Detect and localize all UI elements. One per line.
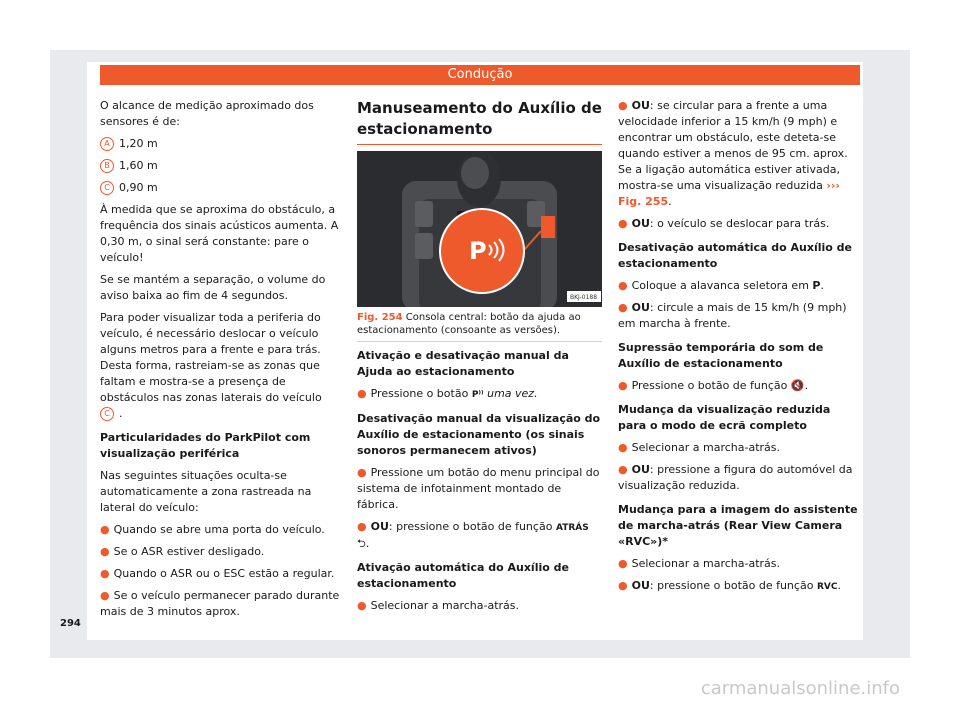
list-item — [357, 598, 602, 614]
list-item — [618, 300, 858, 332]
label-b-icon: B — [100, 159, 114, 173]
park-button-icon: P — [469, 237, 487, 265]
list-item: ● OU: pressione o botão de função ATRÁS ⮌. — [357, 520, 589, 550]
figure-code: BKJ-0188 — [570, 294, 598, 301]
mute-speaker-icon: 🔇 — [790, 379, 805, 392]
paragraph-1: À medida que se aproxima do obstáculo, a frequência dos sinais acústicos aumenta. A 0,30 m, o sinal será constante: pare o veículo! — [100, 203, 339, 264]
figure-label: Fig. 254 — [357, 312, 403, 323]
heading-auto-activation: Ativação automática do Auxílio de estacionamento — [357, 561, 569, 590]
bullet-icon: ● — [100, 567, 110, 580]
list-item-text: Selecionar a marcha-atrás. — [370, 599, 519, 612]
or-label: OU — [631, 301, 650, 314]
list-item — [100, 566, 340, 582]
list-item: ● OU: se circular para a frente a uma velocidade inferior a 15 km/h (9 mph) e encontrar um obstáculo, este deteta-se quando estiver a menos de 95 cm. aprox. Se a ligação automática estiver ativada, mostra-se uma visualização reduzida ››› Fig. 255. — [618, 99, 848, 208]
console-illustration — [357, 151, 602, 307]
section-header: Condução — [100, 65, 860, 85]
list-item — [618, 462, 858, 494]
park-sensor-icon: P⁾⁾ — [471, 390, 484, 400]
list-item-text: : circule a mais de 15 km/h (9 mph) em marcha à frente. — [618, 301, 847, 330]
heading-rvc: Mudança para a imagem do assistente de marcha-atrás (Rear View Camera «RVC»)* — [618, 503, 858, 548]
list-item-text: Quando o ASR ou o ESC estão a regular. — [113, 567, 335, 580]
page-number: 294 — [60, 618, 81, 629]
list-item-text: Selecionar a marcha-atrás. — [631, 557, 780, 570]
back-arrow-icon: ⮌ — [357, 537, 366, 550]
heading-fullscreen: Mudança da visualização reduzida para o modo de ecrã completo — [618, 403, 831, 432]
list-item — [618, 440, 858, 456]
label-a-icon: A — [100, 137, 114, 151]
list-item: ● OU: pressione o botão de função RVC. — [618, 579, 841, 592]
list-item-text: : pressione o botão de função — [388, 520, 553, 533]
list-item — [100, 544, 340, 560]
list-item-text: Quando se abre uma porta do veículo. — [113, 523, 325, 536]
distance-a — [100, 136, 340, 152]
list-item — [618, 556, 858, 572]
distance-b-value: 1,60 m — [119, 159, 158, 172]
bullet-icon: ● — [618, 217, 628, 230]
heading-auto-deactivation: Desativação automática do Auxílio de estacionamento — [618, 241, 853, 270]
paragraph-3-text: Para poder visualizar toda a periferia do veículo, é necessário deslocar o veículo alguns metros para a frente e para trás. Desta forma, rastreiam-se as zonas que faltam e mostra-se a presença de obstáculos nas zonas laterais do veículo — [100, 311, 322, 404]
paragraph-2: Se se mantém a separação, o volume do aviso baixa ao fim de 4 segundos. — [100, 273, 326, 302]
list-item-text: Se o ASR estiver desligado. — [113, 545, 265, 558]
list-item — [357, 465, 602, 513]
list-item-text: : o veículo se deslocar para trás. — [649, 217, 830, 230]
distance-a-value: 1,20 m — [119, 137, 158, 150]
list-item-text: Pressione um botão do menu principal do sistema de infotainment montado de fábrica. — [357, 466, 600, 511]
paragraph-4: Nas seguintes situações oculta-se automaticamente a zona rastreada na lateral do veículo: — [100, 469, 312, 514]
list-item-text: Coloque a alavanca seletora em — [631, 279, 809, 292]
column-3 — [618, 98, 858, 601]
figure-caption-text: Consola central: botão da ajuda ao estacionamento (consoante as versões). — [357, 312, 581, 336]
bullet-icon: ● — [618, 301, 628, 314]
selector-key: P — [812, 279, 821, 292]
list-item-text: uma vez. — [487, 387, 538, 400]
bullet-icon: ● — [618, 441, 628, 454]
bullet-icon: ● — [618, 579, 628, 592]
bullet-icon: ● — [618, 99, 628, 112]
bullet-icon: ● — [357, 599, 367, 612]
distance-c — [100, 180, 340, 196]
bullet-icon: ● — [100, 523, 110, 536]
list-item-text: Se o veículo permanecer parado durante mais de 3 minutos aprox. — [100, 589, 340, 618]
bullet-icon: ● — [357, 387, 367, 400]
list-item: ● Coloque a alavanca seletora em P. — [618, 279, 824, 292]
list-item — [100, 522, 340, 538]
list-item — [100, 588, 340, 620]
bullet-icon: ● — [618, 379, 628, 392]
figure-caption — [357, 311, 602, 342]
list-item-text: : pressione o botão de função — [649, 579, 814, 592]
column-2 — [357, 98, 602, 620]
heading-parkpilot: Particularidades do ParkPilot com visualização periférica — [100, 431, 311, 460]
bullet-icon: ● — [618, 463, 628, 476]
heading-deactivation: Desativação manual da visualização do Auxílio de estacionamento (os sinais sonoros permanecem ativos) — [357, 412, 601, 457]
bullet-icon: ● — [100, 545, 110, 558]
paragraph-3: Para poder visualizar toda a periferia do veículo, é necessário deslocar o veículo alguns metros para a frente e para trás. Desta forma, rastreiam-se as zonas que faltam e mostra-se a presença de obstáculos nas zonas laterais do veículo C . — [100, 311, 322, 420]
heading-mute: Supressão temporária do som de Auxílio de estacionamento — [618, 341, 824, 370]
section-title: Manuseamento do Auxílio de estacionamento — [357, 98, 602, 145]
or-label: OU — [631, 579, 650, 592]
function-key: RVC — [816, 582, 838, 592]
or-label: OU — [631, 217, 650, 230]
list-item-text: : pressione a figura do automóvel da visualização reduzida. — [618, 463, 853, 492]
function-key: ATRÁS — [555, 523, 589, 533]
list-item-text: Selecionar a marcha-atrás. — [631, 441, 780, 454]
label-c-icon: C — [100, 181, 114, 195]
list-item — [618, 216, 858, 232]
list-item-text: Pressione o botão de função — [631, 379, 788, 392]
or-label: OU — [631, 463, 650, 476]
bullet-icon: ● — [618, 557, 628, 570]
intro-text: O alcance de medição aproximado dos sensores é de: — [100, 99, 314, 128]
list-item-text: Pressione o botão — [370, 387, 469, 400]
or-label: OU — [370, 520, 389, 533]
or-label: OU — [631, 99, 650, 112]
column-1 — [100, 98, 340, 626]
bullet-icon: ● — [357, 520, 367, 533]
watermark: carmanualsonline.info — [700, 678, 900, 699]
bullet-icon: ● — [100, 589, 110, 602]
list-item: ● Pressione o botão de função 🔇. — [618, 379, 809, 392]
distance-c-value: 0,90 m — [119, 181, 158, 194]
list-item-text: : se circular para a frente a uma velocidade inferior a 15 km/h (9 mph) e encontrar um obstáculo, este deteta-se quando estiver a menos de 95 cm. aprox. Se a ligação automática estiver ativada, mostra-se uma visualização reduzida — [618, 99, 848, 192]
list-item — [357, 386, 602, 403]
bullet-icon: ● — [357, 466, 367, 479]
figure-reference-link[interactable]: ››› Fig. 255 — [618, 179, 840, 208]
distance-b — [100, 158, 340, 174]
bullet-icon: ● — [618, 279, 628, 292]
console-figure — [357, 151, 602, 307]
label-c-icon: C — [100, 407, 114, 421]
heading-manual: Ativação e desativação manual da Ajuda ao estacionamento — [357, 349, 569, 378]
